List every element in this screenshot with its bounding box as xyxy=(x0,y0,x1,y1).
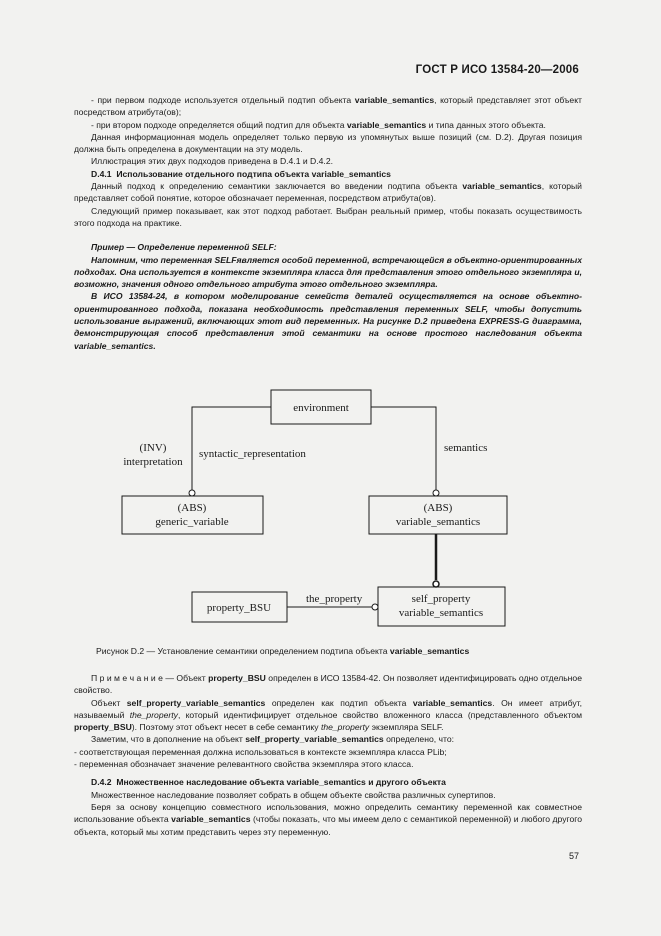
syntactic-end-circle xyxy=(189,490,195,496)
self-property-label: self_property xyxy=(411,593,471,605)
document-header: ГОСТ Р ИСО 13584-20—2006 xyxy=(415,64,579,76)
semantics-label: semantics xyxy=(444,442,488,454)
list-item-value: - переменная обозначает значение релевантного свойства экземпляра этого класса. xyxy=(74,759,414,770)
syntactic-label: syntactic_representation xyxy=(199,448,306,460)
self-variable-semantics-label: variable_semantics xyxy=(398,607,484,619)
example-paragraph-1: Напомним, что переменная SELFявляется особой переменной, встречающейся в объектно-ориентированных подходах. Она используется в контексте экземпляра класса для представления этого отдельного экземпляра и, возможно, значения одного отдельного атрибута этого отдельного экземпляра. xyxy=(74,254,582,290)
the-property-end-circle xyxy=(372,604,378,610)
paragraph-shared-use: Беря за основу концепцию совместного использования, можно определить семантику переменной как совместное использование объекта variable_semantics (чтобы показать, что мы имеем дело с семантикой переменной) и любого другого объекта, который мы хотим представить через эту переменную. xyxy=(74,801,582,837)
semantics-line xyxy=(371,407,436,490)
page-number: 57 xyxy=(568,851,579,861)
note: П р и м е ч а н и е — Объект property_BSU определен в ИСО 13584-42. Он позволяет идентифицировать одно отдельное свойство. xyxy=(74,673,582,696)
generic-variable-label: generic_variable xyxy=(155,516,229,528)
section-heading-d42: D.4.2 Множественное наследование объекта variable_semantics и другого объекта xyxy=(91,777,446,788)
paragraph-illustration: Иллюстрация этих двух подходов приведена в D.4.1 и D.4.2. xyxy=(91,156,333,167)
subtype-end-circle xyxy=(433,581,439,587)
abs-label-2: (ABS) xyxy=(423,502,453,514)
abs-label-1: (ABS) xyxy=(177,502,207,514)
paragraph-example-intro: Следующий пример показывает, как этот подход работает. Выбран реальный пример, чтобы показать осуществимость этого подхода на практике. xyxy=(74,205,582,228)
paragraph-self-property: Объект self_property_variable_semantics определен как подтип объекта variable_semantics. Он имеет атрибут, называемый the_property, который идентифицирует отдельное свойство вложенного класса (представленного объектом property_BSU). Поэтому этот объект несет в себе семантику the_property экземпляра SELF. xyxy=(74,697,582,733)
interpretation-label: interpretation xyxy=(123,456,183,468)
paragraph-approach: Данный подход к определению семантики заключается во введении подтипа объекта variable_semantics, который представляет собой понятие, которое обозначает переменная, посредством атрибута(ов). xyxy=(74,181,582,204)
the-property-label: the_property xyxy=(306,593,363,605)
section-heading-d41: D.4.1 Использование отдельного подтипа объекта variable_semantics xyxy=(91,168,391,179)
figure-caption: Рисунок D.2 — Установление семантики определением подтипа объекта variable_semantics xyxy=(96,646,470,656)
example-title: Пример — Определение переменной SELF: xyxy=(91,242,277,253)
paragraph-info-model: Данная информационная модель определяет только первую из упомянутых выше позиций (см. D.2). Другая позиция должна быть определена в документации на эту модель. xyxy=(74,131,582,155)
paragraph-multiple-inheritance: Множественное наследование позволяет собрать в общем объекте свойства различных супертипов. xyxy=(91,789,496,800)
semantics-end-circle xyxy=(433,490,439,496)
variable-semantics-label: variable_semantics xyxy=(395,516,481,528)
environment-label: environment xyxy=(293,402,349,414)
paragraph-note-addition: Заметим, что в дополнение на объект self_property_variable_semantics определено, что: xyxy=(91,734,454,745)
example-paragraph-2: В ИСО 13584-24, в котором моделирование семейств деталей осуществляется на основе объектно-ориентированного подхода, показана необходимость представления переменных SELF, чтобы допустить использование выражений, включающих этот вид переменных. На рисунке D.2 приведена EXPRESS-G диаграмма, демонстрирующая способ представления этой семантики на основе простого наследования объекта variable_semantics. xyxy=(74,291,582,351)
paragraph-second-approach: - при втором подходе определяется общий подтип для объекта variable_semantics и типа данных этого объекта. xyxy=(91,119,546,130)
list-item-context: - соответствующая переменная должна использоваться в контексте экземпляра класса PLib; xyxy=(74,746,447,757)
inv-label: (INV) xyxy=(139,442,167,454)
property-bsu-label: property_BSU xyxy=(206,602,272,614)
paragraph-first-approach: - при первом подходе используется отдельный подтип объекта variable_semantics, который представляет этот объект посредством атрибута(ов); xyxy=(74,95,582,118)
text-block-bottom xyxy=(74,672,582,838)
